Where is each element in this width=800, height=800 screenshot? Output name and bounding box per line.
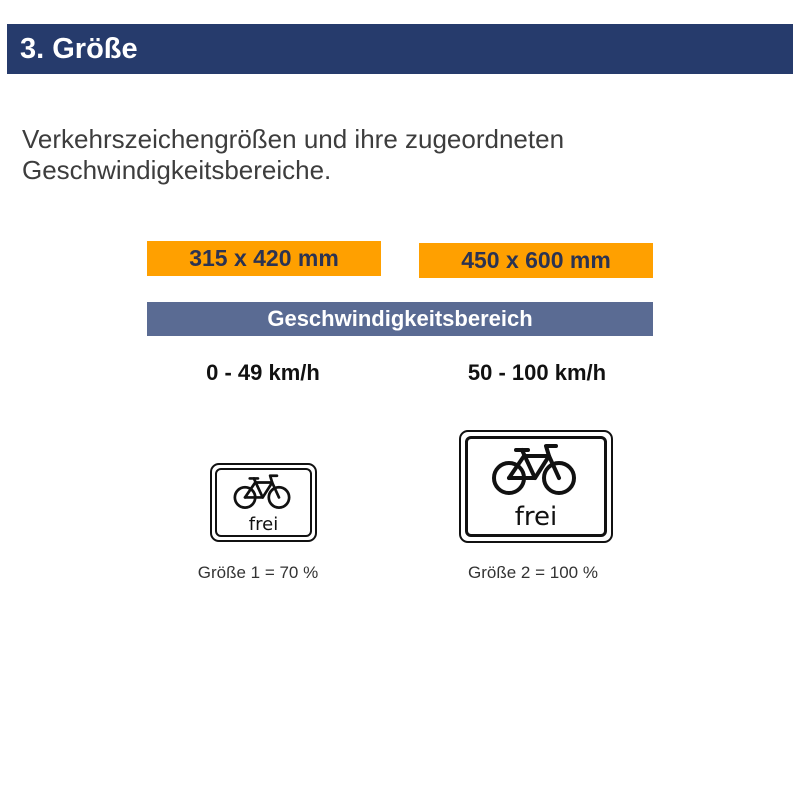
size-1-label: 315 x 420 mm	[147, 241, 381, 276]
speed-range-1: 0 - 49 km/h	[206, 360, 320, 385]
size-1-caption: Größe 1 = 70 %	[197, 563, 319, 582]
size-2-caption: Größe 2 = 100 %	[468, 563, 598, 582]
speed-range-2: 50 - 100 km/h	[467, 360, 607, 385]
intro-text	[22, 124, 722, 186]
sign-word: frei	[248, 514, 279, 535]
traffic-sign-size-1	[210, 463, 317, 542]
size-2-label: 450 x 600 mm	[419, 243, 653, 278]
bicycle-icon	[232, 473, 292, 511]
intro-line-1: Verkehrszeichengrößen und ihre zugeordneten	[22, 124, 565, 154]
traffic-sign-size-2	[459, 430, 613, 543]
section-header	[7, 24, 793, 74]
bicycle-icon	[491, 442, 577, 498]
sign-word: frei	[514, 502, 558, 532]
section-title: 3. Größe	[20, 33, 138, 65]
speed-range-heading: Geschwindigkeitsbereich	[147, 302, 653, 336]
intro-line-2: Geschwindigkeitsbereiche.	[22, 155, 332, 185]
